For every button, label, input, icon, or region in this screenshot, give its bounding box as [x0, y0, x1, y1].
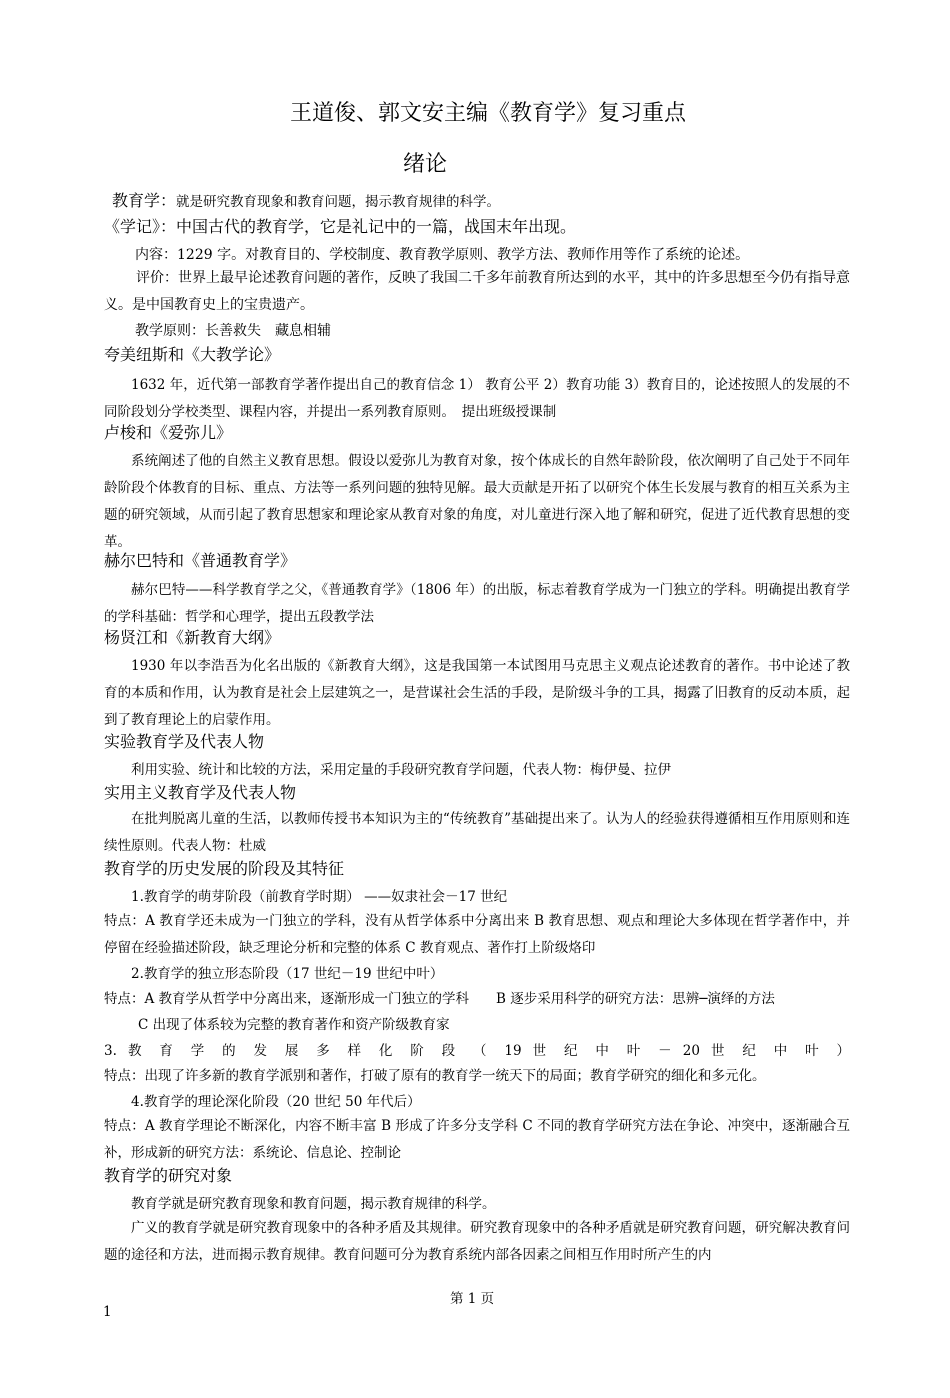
para-herbart: 赫尔巴特——科学教育学之父，《普通教育学》（1806 年）的出版，标志着教育学成为一门独立的学科。明确提出教育学的学科基础：哲学和心理学，提出五段教学法 — [104, 582, 850, 625]
para-broad-definition: 广义的教育学就是研究教育现象中的各种矛盾及其规律。研究教育现象中的各种矛盾就是研究教育问题，研究解决教育问题的途径和方法，进而揭示教育规律。教育问题可分为教育系统内部各因素之间相互作用时所产生的内 — [104, 1220, 850, 1263]
stage-3: 3. 教 育 学 的 发 展 多 样 化 阶 段 （ 19 世 纪 中 叶 － 20 世 纪 中 叶 ） — [104, 1043, 850, 1059]
xueji-principle: 教学原则：长善救失 藏息相辅 — [135, 323, 331, 339]
heading-pragmatism: 实用主义教育学及代表人物 — [104, 783, 297, 802]
stage-1-traits: 特点：A 教育学还未成为一门独立的学科，没有从哲学体系中分离出来 B 教育思想、观点和理论大多体现在哲学著作中，并停留在经验描述阶段，缺乏理论分析和完整的体系 C 教育观点、著作打上阶级烙印 — [104, 913, 850, 956]
heading-herbart: 赫尔巴特和《普通教育学》 — [104, 551, 297, 570]
xueji-evaluation: 评价：世界上最早论述教育问题的著作，反映了我国二千多年前教育所达到的水平，其中的许多思想至今仍有指导意义。是中国教育史上的宝贵遗产。 — [104, 270, 850, 313]
stage-3-traits: 特点：出现了许多新的教育学派别和著作，打破了原有的教育学一统天下的局面；教育学研究的细化和多元化。 — [104, 1068, 766, 1084]
heading-research-object: 教育学的研究对象 — [104, 1166, 233, 1185]
section-title: 绪论 — [403, 152, 448, 177]
para-experimental: 利用实验、统计和比较的方法，采用定量的手段研究教育学问题，代表人物：梅伊曼、拉伊 — [131, 762, 671, 778]
para-rousseau: 系统阐述了他的自然主义教育思想。假设以爱弥儿为教育对象，按个体成长的自然年龄阶段，依次阐明了自己处于不同年龄阶段个体教育的目标、重点、方法等一系列问题的独特见解。最大贡献是开拓了以研究个体生长发展与教育的相互关系为主题的研究领域，从而引起了教育思想家和理论家从教育对象的角度，对儿童进行深入地了解和研究，促进了近代教育思想的变革。 — [104, 453, 850, 550]
stage-4: 4.教育学的理论深化阶段（20 世纪 50 年代后） — [131, 1094, 421, 1110]
term-label — [112, 190, 500, 212]
stage-1: 1.教育学的萌芽阶段（前教育学时期） ——奴隶社会－17 世纪 — [131, 889, 508, 905]
term-definition: 就是研究教育现象和教育问题，揭示教育规律的科学。 — [176, 194, 501, 210]
para-research-object: 教育学就是研究教育现象和教育问题，揭示教育规律的科学。 — [131, 1196, 496, 1212]
heading-experimental: 实验教育学及代表人物 — [104, 732, 265, 751]
stage-2-trait-c: C 出现了体系较为完整的教育著作和资产阶级教育家 — [138, 1017, 450, 1033]
xueji-content: 内容：1229 字。对教育目的、学校制度、教育教学原则、教学方法、教师作用等作了系统的论述。 — [135, 247, 750, 263]
page-number: 第 1 页 — [450, 1291, 495, 1307]
stage-4-traits: 特点：A 教育学理论不断深化，内容不断丰富 B 形成了许多分支学科 C 不同的教育学研究方法在争论、冲突中，逐渐融合互补，形成新的研究方法：系统论、信息论、控制论 — [104, 1118, 850, 1161]
term-jiaoyuxue: 教育学： — [112, 191, 177, 210]
stage-2: 2.教育学的独立形态阶段（17 世纪－19 世纪中叶） — [131, 966, 444, 982]
para-pragmatism: 在批判脱离儿童的生活，以教师传授书本知识为主的“传统教育”基础提出来了。认为人的经验获得遵循相互作用原则和连续性原则。代表人物：杜威 — [104, 811, 850, 854]
heading-stages: 教育学的历史发展的阶段及其特征 — [104, 859, 345, 878]
stage-2-traits: 特点：A 教育学从哲学中分离出来，逐渐形成一门独立的学科 B 逐步采用科学的研究方法：思辨─演绎的方法 — [104, 991, 775, 1007]
xueji-line: 《学记》：中国古代的教育学，它是礼记中的一篇，战国末年出现。 — [104, 217, 577, 236]
heading-yang: 杨贤江和《新教育大纲》 — [104, 628, 281, 647]
page-title: 王道俊、郭文安主编《教育学》复习重点 — [290, 101, 687, 126]
para-comenius: 1632 年，近代第一部教育学著作提出自己的教育信念 1） 教育公平 2）教育功能 3）教育目的，论述按照人的发展的不同阶段划分学校类型、课程内容，并提出一系列教育原则。 提出班级授课制 — [104, 377, 850, 420]
heading-comenius: 夸美纽斯和《大教学论》 — [104, 345, 281, 364]
heading-rousseau: 卢梭和《爱弥儿》 — [104, 423, 233, 442]
para-yang: 1930 年以李浩吾为化名出版的《新教育大纲》，这是我国第一本试图用马克思主义观点论述教育的著作。书中论述了教育的本质和作用，认为教育是社会上层建筑之一，是营谋社会生活的手段，是阶级斗争的工具，揭露了旧教育的反动本质，起到了教育理论上的启蒙作用。 — [104, 658, 850, 728]
corner-mark: 1 — [103, 1304, 112, 1320]
